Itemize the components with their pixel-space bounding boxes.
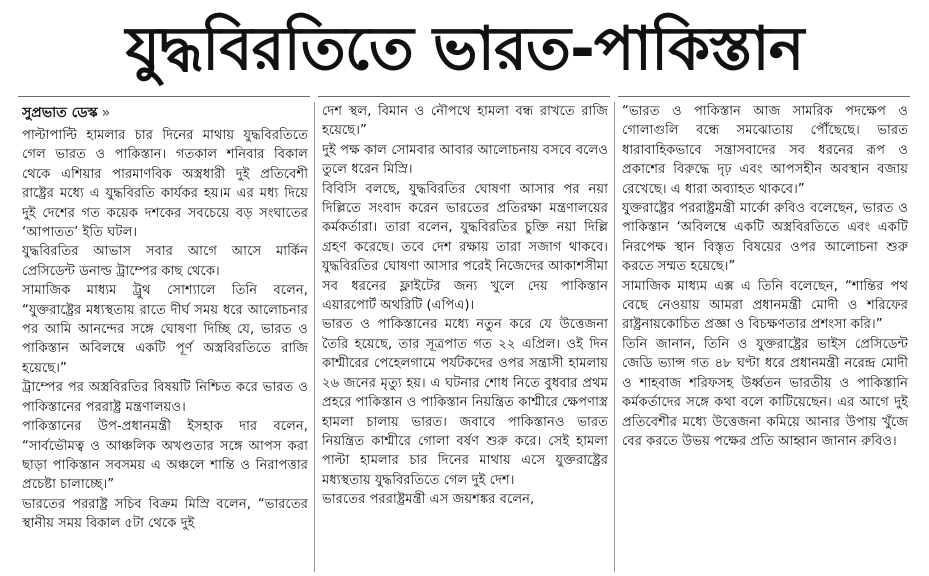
article-column-1 xyxy=(22,102,308,572)
column-divider-2 xyxy=(614,102,615,572)
article-column-3 xyxy=(622,102,908,572)
column-divider-1 xyxy=(314,102,315,572)
byline-text: সুপ্রভাত ডেস্ক xyxy=(22,105,98,121)
paragraph: ট্রাম্পের পর অস্ত্রবিরতির বিষয়টি নিশ্চিত করে ভারত ও পাকিস্তানের পররাষ্ট্র মন্ত্রণালয়ও। xyxy=(22,380,308,415)
paragraph: পাল্টাপাল্টি হামলার চার দিনের মাথায় যুদ্ধবিরতিতে গেল ভারত ও পাকিস্তান। গতকাল শনিবার বিকাল থেকে এশিয়ার পারমাণবিক অস্ত্রধারী দুই প্রতিবেশী রাষ্ট্রের মধ্যে এ যুদ্ধবিরতি কার্যকর হয়।ম এর মধ্য দিয়ে দুই দেশের গত কয়েক দশকের সবচেয়ে বড় সংঘাতের ‘আপাতত’ ইতি ঘটল। xyxy=(22,128,308,241)
headline: যুদ্ধবিরতিতে ভারত-পাকিস্তান xyxy=(125,14,804,84)
paragraph: দুই পক্ষ কাল সোমবার আবার আলোচনায় বসবে বলেও তুলে ধরেন মিস্রি। xyxy=(322,142,608,178)
article-column-2 xyxy=(322,102,608,572)
paragraph: “ভারত ও পাকিস্তান আজ সামরিক পদক্ষেপ ও গোলাগুলি বন্ধে সমঝোতায় পৌঁছেছে। ভারত ধারাবাহিকভাবে সন্ত্রাসবাদের সব ধরনের রূপ ও প্রকাশের বিরুদ্ধে দৃঢ় এবং আপসহীন অবস্থান বজায় রেখেছে। এ ধারা অব্যাহত থাকবে।” xyxy=(622,104,908,197)
paragraph: পাকিস্তানের উপ-প্রধানমন্ত্রী ইসহাক দার বলেন, “সার্বভৌমত্ব ও আঞ্চলিক অখণ্ডতার সঙ্গে আপস করা ছাড়া পাকিস্তান সবসময় এ অঞ্চলে শান্তি ও নিরাপত্তার প্রচেষ্টা চালাচ্ছে।” xyxy=(22,419,308,493)
column-2-top-rule xyxy=(318,96,610,97)
paragraph: তিনি জানান, তিনি ও যুক্তরাষ্ট্রের ভাইস প্রেসিডেন্ট জেডি ভ্যান্স গত ৪৮ ঘণ্টা ধরে প্রধানমন্ত্রী নরেন্দ্র মোদী ও শাহবাজ শরিফসহ উর্ধ্বতন ভারতীয় ও পাকিস্তানি কর্মকর্তাদের সঙ্গে কথা বলে কাটিয়েছেন। এর আগে দুই প্রতিবেশীর মধ্যে উত্তেজনা কমিয়ে আনার উপায় খুঁজে বের করতে উভয় পক্ষের প্রতি আহ্বান জানান রুবিও। xyxy=(622,336,908,449)
paragraph: সামাজিক মাধ্যম এক্স এ তিনি বলেছেন, “শান্তির পথ বেছে নেওয়ায় আমরা প্রধানমন্ত্রী মোদী ও শরিফের রাষ্ট্রনায়কোচিত প্রজ্ঞা ও বিচক্ষণতার প্রশংসা করি।” xyxy=(622,278,908,333)
paragraph: ভারত ও পাকিস্তানের মধ্যে নতুন করে যে উত্তেজনা তৈরি হয়েছে, তার সূত্রপাত গত ২২ এপ্রিল। ওই দিন কাশ্মীরের পেহেলগামে পর্যটকদের ওপর সন্ত্রাসী হামলায় ২৬ জনের মৃত্যু হয়। এ ঘটনার শোধ নিতে বুধবার প্রথম প্রহরে পাকিস্তান ও পাকিস্তান নিয়ন্ত্রিত কাশ্মীরে ক্ষেপণাস্ত্র হামলা চালায় ভারত। জবাবে পাকিস্তানও ভারত নিয়ন্ত্রিত কাশ্মীরে গোলা বর্ষণ শুরু করে। সেই হামলা পাল্টা হামলার চার দিনের মাথায় এসে যুক্তরাষ্ট্রের মধ্যস্থতায় যুদ্ধবিরতিতে গেল দুই দেশ। xyxy=(322,317,608,488)
paragraph: ভারতের পররাষ্ট্র সচিব বিক্রম মিস্রি বলেন, “ভারতের স্থানীয় সময় বিকাল ৫টা থেকে দুই xyxy=(22,496,308,532)
column-3-top-rule xyxy=(618,96,910,97)
column-1-top-rule xyxy=(18,96,310,97)
byline xyxy=(22,102,308,124)
byline-marker: » xyxy=(101,105,111,121)
paragraph: যুদ্ধবিরতির আভাস সবার আগে আসে মার্কিন প্রেসিডেন্ট ডনাল্ড ট্রাম্পের কাছ থেকে। xyxy=(22,244,308,279)
paragraph: দেশ স্থল, বিমান ও নৌপথে হামলা বন্ধ রাখতে রাজি হয়েছে।” xyxy=(322,104,608,139)
paragraph: যুক্তরাষ্ট্রের পররাষ্ট্রমন্ত্রী মার্কো রুবিও বলেছেন, ভারত ও পাকিস্তান ‘অবিলম্বে একটি অস্ত্রবিরতিতে এবং একটি নিরপেক্ষ স্থান বিস্তৃত বিষয়ের ওপর আলোচনা শুরু করতে সম্মত হয়েছে।” xyxy=(622,201,908,275)
paragraph: বিবিসি বলছে, যুদ্ধবিরতির ঘোষণা আসার পর নয়া দিল্লিতে সংবাদ করেন ভারতের প্রতিরক্ষা মন্ত্রণালয়ের কর্মকর্তারা। তারা বলেন, যুদ্ধবিরতির চুক্তি নয়া দিল্লি গ্রহণ করেছে। তবে দেশ রক্ষায় তারা সজাগ থাকবে। যুদ্ধবিরতির ঘোষণা আসার পরেই নিজেদের আকাশসীমা সব ধরনের ফ্লাইটের জন্য খুলে দেয় পাকিস্তান এয়ারপোর্ট অথরিটি (এপিএ)। xyxy=(322,181,608,314)
paragraph: সামাজিক মাধ্যম ট্রুথ সোশ্যালে তিনি বলেন, “যুক্তরাষ্ট্রের মধ্যস্থতায় রাতে দীর্ঘ সময় ধরে আলোচনার পর আমি আনন্দের সঙ্গে ঘোষণা দিচ্ছি যে, ভারত ও পাকিস্তান অবিলম্বে একটি পূর্ণ অস্ত্রবিরতিতে রাজি হয়েছে।” xyxy=(22,283,308,376)
paragraph: ভারতের পররাষ্ট্রমন্ত্রী এস জয়শঙ্কর বলেন, xyxy=(322,492,535,508)
